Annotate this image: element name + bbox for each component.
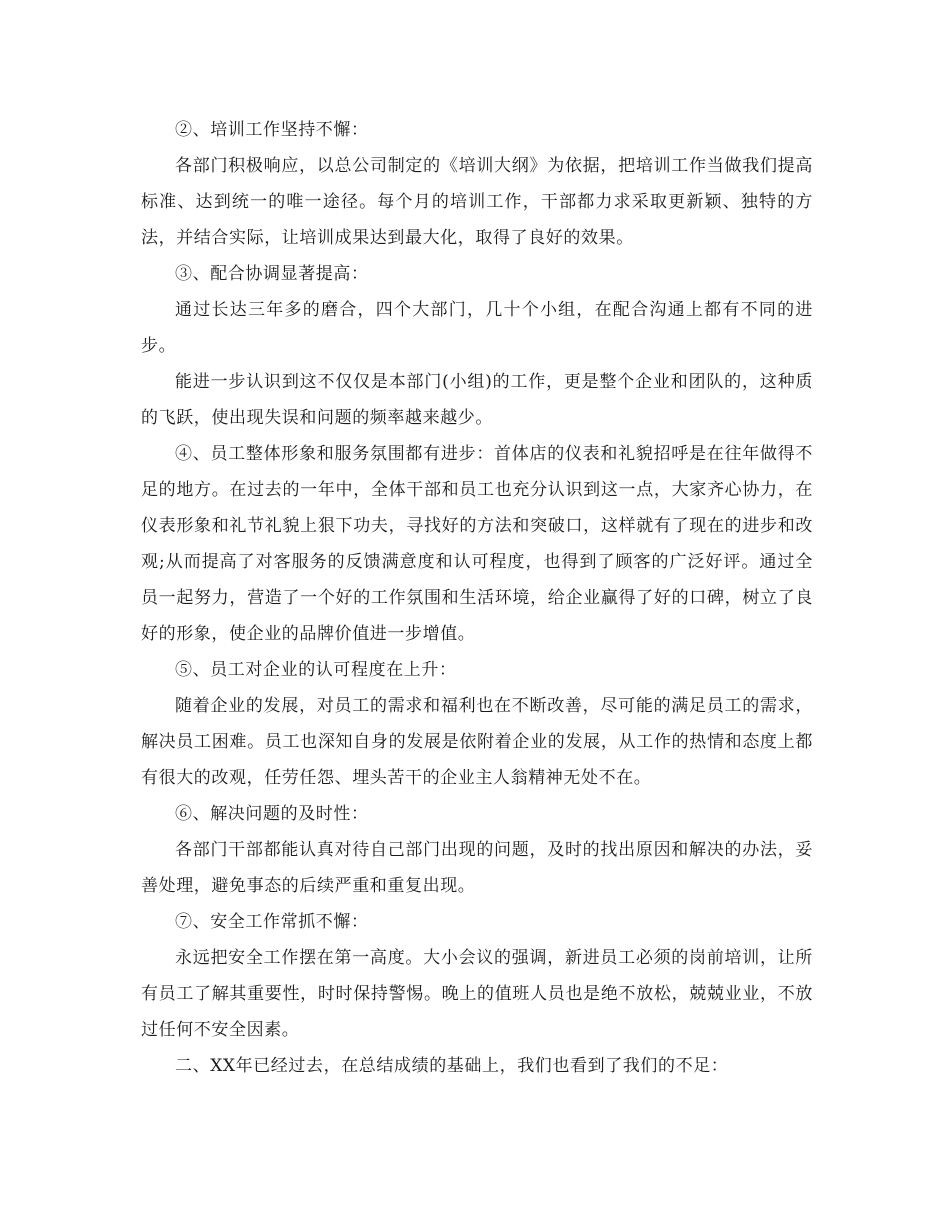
paragraph-image-service: ④、员工整体形象和服务氛围都有进步：首体店的仪表和礼貌招呼是在往年做得不足的地方。在过去的一年中，全体干部和员工也充分认识到这一点，大家齐心协力，在仪表形象和礼节礼貌上狠下功夫，寻找好的方法和突破口，这样就有了现在的进步和改观;从而提高了对客服务的反馈满意度和认可程度，也得到了顾客的广泛好评。通过全员一起努力，营造了一个好的工作氛围和生活环境，给企业赢得了好的口碑，树立了良好的形象，使企业的品牌价值进一步增值。 xyxy=(141,444,813,644)
paragraph-safety: 永远把安全工作摆在第一高度。大小会议的强调，新进员工必须的岗前培训，让所有员工了解其重要性，时时保持警惕。晚上的值班人员也是绝不放松，兢兢业业，不放过任何不安全因素。 xyxy=(141,948,813,1040)
heading-coordination: ③、配合协调显著提高： xyxy=(175,264,369,284)
paragraph-coordination: 通过长达三年多的磨合，四个大部门，几十个小组，在配合沟通上都有不同的进步。 xyxy=(141,300,813,356)
paragraph-timeliness: 各部门干部都能认真对待自己部门出现的问题，及时的找出原因和解决的办法，妥善处理，避免事态的后续严重和重复出现。 xyxy=(141,840,813,896)
paragraph-awareness: 能进一步认识到这不仅仅是本部门(小组)的工作，更是整个企业和团队的，这种质的飞跃，使出现失误和问题的频率越来越少。 xyxy=(141,372,813,428)
heading-shortcomings: 二、XX年已经过去，在总结成绩的基础上，我们也看到了我们的不足： xyxy=(175,1056,729,1076)
heading-timeliness: ⑥、解决问题的及时性： xyxy=(175,804,369,824)
paragraph-training: 各部门积极响应，以总公司制定的《培训大纲》为依据，把培训工作当做我们提高标准、达到统一的唯一途径。每个月的培训工作，干部都力求采取更新颖、独特的方法，并结合实际，让培训成果达到最大化，取得了良好的效果。 xyxy=(141,156,813,248)
heading-recognition: ⑤、员工对企业的认可程度在上升： xyxy=(175,660,457,680)
paragraph-recognition: 随着企业的发展，对员工的需求和福利也在不断改善，尽可能的满足员工的需求，解决员工困难。员工也深知自身的发展是依附着企业的发展，从工作的热情和态度上都有很大的改观，任劳任怨、埋头苦干的企业主人翁精神无处不在。 xyxy=(141,696,813,788)
heading-training: ②、培训工作坚持不懈： xyxy=(175,120,369,140)
document-body xyxy=(141,112,813,1084)
heading-safety: ⑦、安全工作常抓不懈： xyxy=(175,912,369,932)
